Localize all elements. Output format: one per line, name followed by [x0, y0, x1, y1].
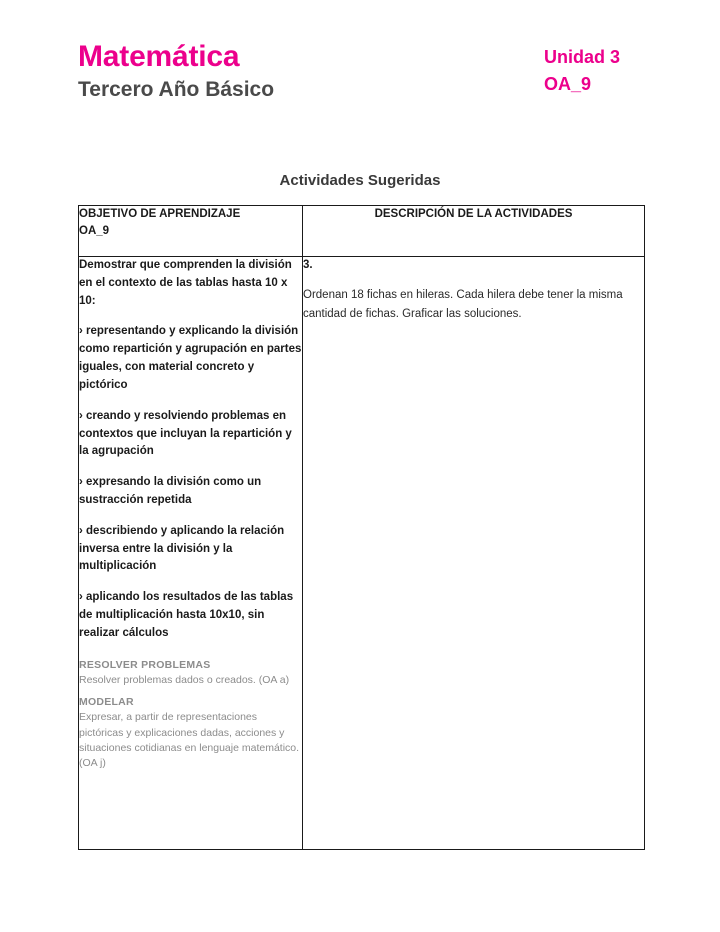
- column-header-objective: [79, 206, 303, 257]
- skill-title-resolver-problemas: RESOLVER PROBLEMAS: [79, 658, 211, 671]
- activities-table: [78, 205, 645, 850]
- activity-number: 3.: [303, 259, 313, 271]
- header-right-group: [544, 40, 644, 95]
- grade-title: Tercero Año Básico: [78, 77, 275, 101]
- skills-block: [79, 658, 302, 772]
- objective-bullet-3: › expresando la división como un sustracción repetida: [79, 476, 262, 506]
- activity-text: Ordenan 18 fichas en hileras. Cada hilera debe tener la misma cantidad de fichas. Graficar las soluciones.: [303, 289, 623, 320]
- subject-title: Matemática: [78, 40, 240, 73]
- objective-bullet-2: › creando y resolviendo problemas en contextos que incluyan la repartición y la agrupación: [79, 409, 292, 458]
- skill-body-modelar: Expresar, a partir de representaciones pictóricas y explicaciones dadas, acciones y situaciones cotidianas en lenguaje matemático. (OA j): [79, 711, 300, 769]
- column-header-description: DESCRIPCIÓN DE LA ACTIVIDADES: [303, 206, 645, 257]
- table-head: [79, 206, 645, 257]
- table-body: [79, 257, 645, 850]
- header-left-group: [78, 40, 274, 102]
- column-header-objective-line2: OA_9: [79, 225, 110, 238]
- skill-title-modelar: MODELAR: [79, 696, 134, 709]
- objective-bullet-1: › representando y explicando la división como repartición y agrupación en partes iguales, con material concreto y pictórico: [79, 325, 302, 391]
- document-header: [78, 40, 644, 102]
- section-heading: Actividades Sugeridas: [279, 172, 441, 189]
- unit-label: Unidad 3: [543, 47, 620, 67]
- oa-code-label: OA_9: [543, 73, 592, 94]
- table-row: [79, 257, 645, 850]
- objective-cell: [79, 257, 303, 850]
- objective-bullet-5: › aplicando los resultados de las tablas de multiplicación hasta 10x10, sin realizar cálculos: [79, 591, 294, 639]
- objective-bullet-4: › describiendo y aplicando la relación inversa entre la división y la multiplicación: [79, 524, 285, 573]
- column-header-objective-line1: OBJETIVO DE APRENDIZAJE: [79, 208, 241, 220]
- description-cell: [303, 257, 645, 850]
- objective-intro: Demostrar que comprenden la división en el contexto de las tablas hasta 10 x 10:: [79, 259, 292, 307]
- table-header-row: [79, 206, 645, 257]
- skill-body-resolver-problemas: Resolver problemas dados o creados. (OA a): [79, 673, 290, 686]
